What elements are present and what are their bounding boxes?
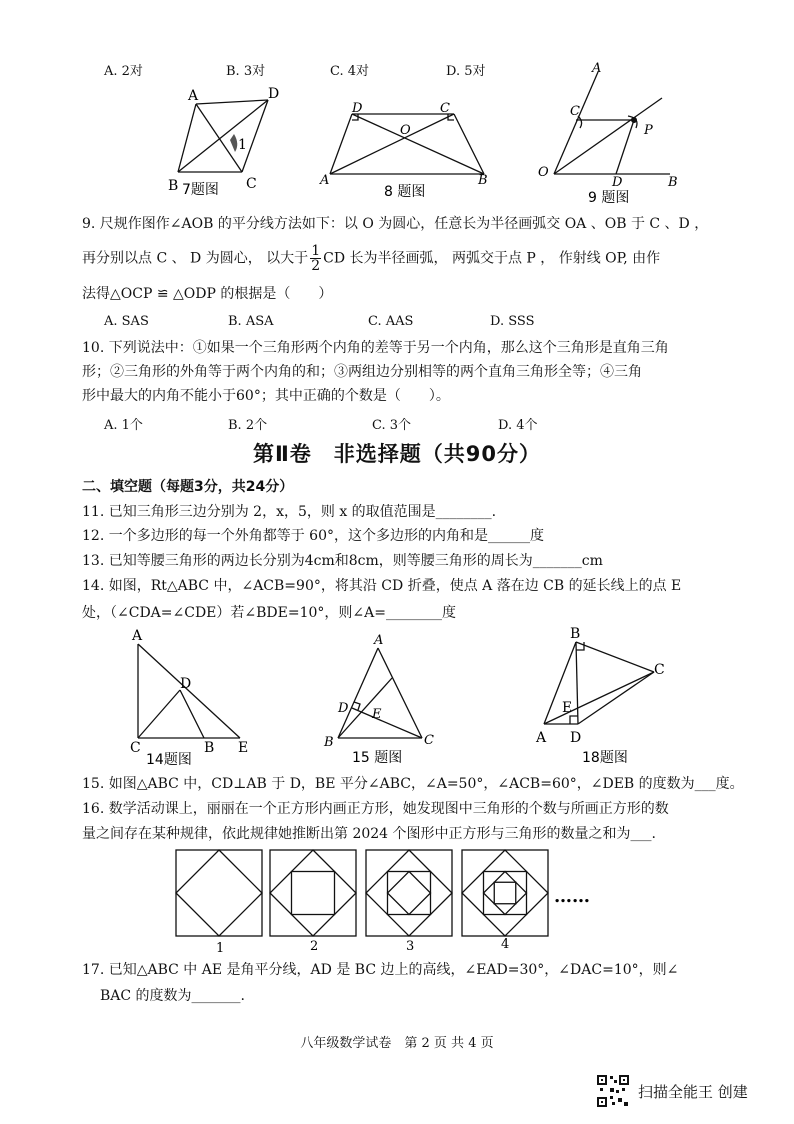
qr-code-icon	[596, 1074, 630, 1108]
q14-line-2: 处，（∠CDA=∠CDE）若∠BDE=10°，则∠A=________度	[82, 605, 456, 621]
q9-fraction	[310, 244, 321, 273]
scanner-label: 扫描全能王 创建	[638, 1082, 748, 1101]
q10-option-c: C. 3个	[372, 418, 412, 433]
fig8-label-o: O	[400, 123, 411, 138]
q9-option-a: A. SAS	[104, 314, 149, 329]
fig7-label-d: D	[268, 86, 280, 102]
fig7-caption: 7题图	[182, 182, 219, 198]
q8-option-b: B. 3对	[226, 64, 266, 79]
fig15-label-c: C	[424, 733, 434, 748]
fig15-label-d: D	[338, 701, 349, 716]
fig9-label-a: A	[592, 61, 602, 76]
q10-line-1: 10. 下列说法中：①如果一个三角形两个内角的差等于另一个内角，那么这个三角形是直角三角	[82, 340, 669, 356]
fig8-label-b: B	[478, 173, 488, 188]
fig9-label-b: B	[668, 175, 678, 190]
fig18-caption: 18题图	[582, 750, 628, 766]
fig8-caption: 8 题图	[384, 184, 426, 200]
page-footer: 八年级数学试卷 第 2 页 共 4 页	[300, 1036, 494, 1051]
fig18-label-b: B	[570, 626, 581, 642]
q9-line-3: 法得△OCP ≌ △ODP 的根据是（ ）	[82, 286, 333, 302]
fig18-label-e: E	[562, 700, 573, 716]
fig18-label-d: D	[570, 730, 582, 746]
q9-frac-den: 2	[311, 258, 321, 274]
q11: 11. 已知三角形三边分别为 2，x，5，则 x 的取值范围是________.	[82, 504, 497, 520]
fig15-caption: 15 题图	[352, 750, 403, 766]
fig15-label-e: E	[372, 707, 382, 722]
fig18-label-c: C	[654, 662, 665, 678]
fig15-label-a: A	[374, 633, 384, 648]
figure-9	[532, 58, 692, 208]
part2-header: 二、填空题（每题3分，共24分）	[82, 479, 294, 495]
q13: 13. 已知等腰三角形的两边长分别为4cm和8cm，则等腰三角形的周长为_______cm	[82, 553, 603, 569]
fig14-label-c: C	[130, 740, 141, 756]
q9-line-1: 9. 尺规作图作∠AOB 的平分线方法如下：以 O 为圆心，任意长为半径画弧交 OA 、OB 于 C 、D ，	[82, 216, 709, 232]
figure-7	[160, 82, 290, 202]
fig7-label-1: 1	[238, 137, 247, 153]
q9-line-2b: CD 长为半径画弧， 两弧交于点 P ， 作射线 OP, 由作	[323, 250, 661, 267]
fig14-label-d: D	[180, 676, 192, 692]
q10-line-2: 形；②三角形的外角等于两个内角的和；③两组边分别相等的两个直角三角形全等；④三角	[82, 364, 642, 380]
fig15-label-b: B	[324, 735, 334, 750]
q9-line-2	[82, 244, 660, 273]
fig9-caption: 9 题图	[588, 190, 630, 206]
q16-line-2: 量之间存在某种规律，依此规律她推断出第 2024 个图形中正方形与三角形的数量之和为___.	[82, 826, 656, 842]
fig7-label-a: A	[188, 88, 199, 104]
q10-option-d: D. 4个	[498, 418, 538, 433]
fig14-label-a: A	[132, 628, 143, 644]
fig18-label-a: A	[536, 730, 547, 746]
q9-option-c: C. AAS	[368, 314, 414, 329]
q9-frac-num: 1	[311, 243, 321, 259]
q17-line-2: BAC 的度数为_______.	[100, 988, 246, 1004]
q10-line-3: 形中最大的内角不能小于60°；其中正确的个数是（ ）。	[82, 388, 450, 404]
q8-option-a: A. 2对	[104, 64, 143, 79]
q12: 12. 一个多边形的每一个外角都等于 60°，这个多边形的内角和是______度	[82, 528, 544, 544]
fig14-label-b: B	[204, 740, 215, 756]
section-title: 第Ⅱ卷 非选择题（共90分）	[252, 442, 542, 466]
fig9-label-c: C	[570, 104, 580, 119]
fig14-caption: 14题图	[146, 752, 192, 768]
q10-option-b: B. 2个	[228, 418, 268, 433]
figure-14	[124, 626, 264, 768]
fig9-label-p: P	[644, 123, 653, 138]
figure-18	[532, 624, 682, 768]
scanner-watermark	[596, 1074, 748, 1108]
q9-option-b: B. ASA	[228, 314, 274, 329]
fig9-label-d: D	[612, 175, 623, 190]
q17-line-1: 17. 已知△ABC 中 AE 是角平分线，AD 是 BC 边上的高线，∠EAD=30°，∠DAC=10°，则∠	[82, 962, 679, 978]
q14-line-1: 14. 如图，Rt△ABC 中，∠ACB=90°，将其沿 CD 折叠，使点 A 落在边 CB 的延长线上的点 E	[82, 578, 682, 594]
fig8-label-d: D	[352, 101, 363, 116]
q15: 15. 如图△ABC 中，CD⊥AB 于 D，BE 平分∠ABC，∠A=50°，∠ACB=60°，∠DEB 的度数为___度。	[82, 776, 744, 792]
q8-option-c: C. 4对	[330, 64, 370, 79]
fig7-label-c: C	[246, 176, 257, 192]
pattern-label-4: 4	[501, 937, 510, 952]
pattern-ellipsis: ……	[554, 886, 590, 907]
figure-8	[318, 98, 498, 206]
q9-option-d: D. SSS	[490, 314, 535, 329]
q16-line-1: 16. 数学活动课上，丽丽在一个正方形内画正方形，她发现图中三角形的个数与所画正方形的数	[82, 801, 669, 817]
fig14-label-e: E	[238, 740, 249, 756]
fig7-label-b: B	[168, 178, 179, 194]
pattern-label-2: 2	[310, 939, 319, 954]
fig8-label-a: A	[320, 173, 330, 188]
figure-15	[318, 632, 448, 768]
q9-line-2a: 再分别以点 C 、 D 为圆心， 以大于	[82, 250, 309, 267]
q8-option-d: D. 5对	[446, 64, 486, 79]
q10-option-a: A. 1个	[104, 418, 143, 433]
fig8-label-c: C	[440, 101, 450, 116]
pattern-label-1: 1	[216, 941, 225, 956]
square-pattern	[170, 846, 610, 958]
fig9-label-o: O	[538, 165, 549, 180]
pattern-label-3: 3	[406, 939, 415, 954]
